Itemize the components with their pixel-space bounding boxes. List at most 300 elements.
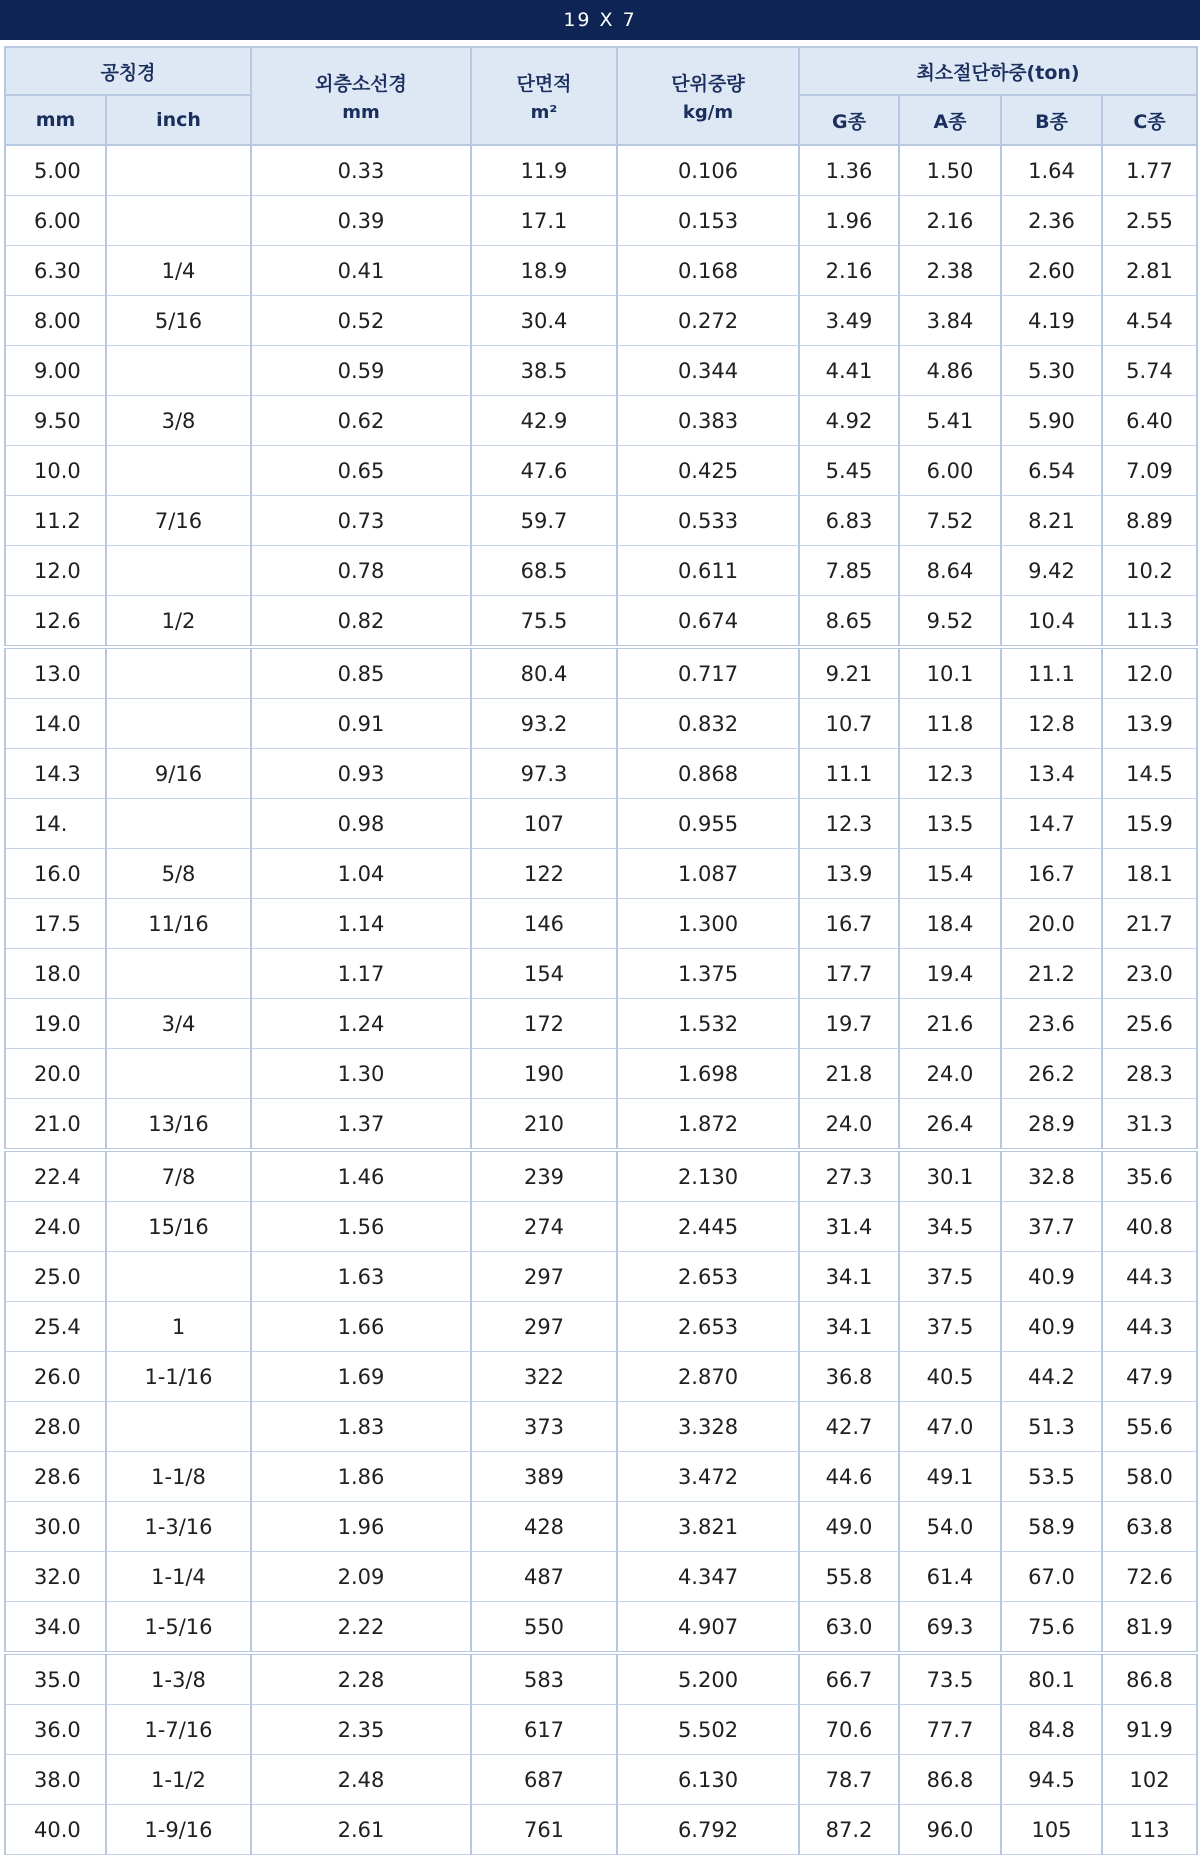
cell-cross-section: 107 [471, 799, 617, 849]
cell-cross-section: 297 [471, 1252, 617, 1302]
cell-grade-a: 37.5 [899, 1302, 1001, 1352]
cell-grade-a: 40.5 [899, 1352, 1001, 1402]
table-row [5, 1705, 1197, 1755]
cell-outer-wire: 0.52 [251, 296, 471, 346]
cell-grade-b: 58.9 [1001, 1502, 1102, 1552]
cell-grade-a: 77.7 [899, 1705, 1001, 1755]
cell-grade-c: 72.6 [1102, 1552, 1197, 1602]
cell-unit-weight: 0.868 [617, 749, 799, 799]
cell-grade-b: 12.8 [1001, 699, 1102, 749]
cell-outer-wire: 0.82 [251, 596, 471, 648]
table-row [5, 1252, 1197, 1302]
cell-mm: 30.0 [5, 1502, 106, 1552]
table-row [5, 1402, 1197, 1452]
cell-mm: 6.00 [5, 196, 106, 246]
cell-grade-g: 36.8 [799, 1352, 899, 1402]
cell-grade-b: 28.9 [1001, 1099, 1102, 1151]
table-title: 19 X 7 [563, 9, 637, 31]
table-row [5, 296, 1197, 346]
cell-outer-wire: 0.62 [251, 396, 471, 446]
cell-outer-wire: 0.93 [251, 749, 471, 799]
cell-mm: 13.0 [5, 647, 106, 699]
cell-grade-b: 37.7 [1001, 1202, 1102, 1252]
table-row [5, 396, 1197, 446]
header-cross-section-label: 단면적 [516, 73, 572, 95]
cell-grade-a: 8.64 [899, 546, 1001, 596]
cell-outer-wire: 0.41 [251, 246, 471, 296]
cell-grade-g: 55.8 [799, 1552, 899, 1602]
cell-grade-b: 5.90 [1001, 396, 1102, 446]
cell-grade-b: 20.0 [1001, 899, 1102, 949]
cell-grade-g: 34.1 [799, 1302, 899, 1352]
cell-grade-g: 8.65 [799, 596, 899, 648]
cell-cross-section: 190 [471, 1049, 617, 1099]
cell-grade-g: 11.1 [799, 749, 899, 799]
wire-rope-spec-table [4, 46, 1198, 1855]
cell-grade-a: 54.0 [899, 1502, 1001, 1552]
cell-unit-weight: 0.168 [617, 246, 799, 296]
header-nominal-diameter: 공칭경 [5, 47, 251, 95]
cell-grade-b: 53.5 [1001, 1452, 1102, 1502]
cell-outer-wire: 1.24 [251, 999, 471, 1049]
cell-grade-g: 21.8 [799, 1049, 899, 1099]
cell-grade-b: 94.5 [1001, 1755, 1102, 1805]
cell-grade-c: 44.3 [1102, 1302, 1197, 1352]
cell-grade-g: 19.7 [799, 999, 899, 1049]
table-row [5, 1653, 1197, 1705]
cell-grade-g: 7.85 [799, 546, 899, 596]
cell-grade-g: 34.1 [799, 1252, 899, 1302]
cell-unit-weight: 0.611 [617, 546, 799, 596]
cell-grade-a: 4.86 [899, 346, 1001, 396]
cell-grade-b: 40.9 [1001, 1252, 1102, 1302]
cell-mm: 12.0 [5, 546, 106, 596]
cell-inch [106, 1252, 251, 1302]
cell-cross-section: 93.2 [471, 699, 617, 749]
cell-grade-b: 8.21 [1001, 496, 1102, 546]
header-grade-a: A종 [899, 95, 1001, 145]
table-row [5, 1202, 1197, 1252]
cell-unit-weight: 4.347 [617, 1552, 799, 1602]
table-body [5, 145, 1197, 1855]
table-row [5, 1755, 1197, 1805]
cell-grade-a: 47.0 [899, 1402, 1001, 1452]
cell-mm: 38.0 [5, 1755, 106, 1805]
cell-grade-b: 4.19 [1001, 296, 1102, 346]
header-grade-c: C종 [1102, 95, 1197, 145]
cell-inch: 1-7/16 [106, 1705, 251, 1755]
cell-grade-g: 66.7 [799, 1653, 899, 1705]
cell-grade-b: 16.7 [1001, 849, 1102, 899]
cell-unit-weight: 2.653 [617, 1252, 799, 1302]
table-row [5, 1805, 1197, 1855]
header-grade-g: G종 [799, 95, 899, 145]
table-row [5, 1099, 1197, 1151]
cell-outer-wire: 0.39 [251, 196, 471, 246]
cell-mm: 32.0 [5, 1552, 106, 1602]
cell-cross-section: 428 [471, 1502, 617, 1552]
cell-outer-wire: 1.17 [251, 949, 471, 999]
cell-grade-c: 55.6 [1102, 1402, 1197, 1452]
cell-grade-a: 30.1 [899, 1150, 1001, 1202]
cell-cross-section: 154 [471, 949, 617, 999]
cell-unit-weight: 1.087 [617, 849, 799, 899]
cell-inch: 7/16 [106, 496, 251, 546]
cell-inch: 11/16 [106, 899, 251, 949]
cell-inch [106, 546, 251, 596]
cell-grade-a: 6.00 [899, 446, 1001, 496]
cell-outer-wire: 0.33 [251, 145, 471, 196]
cell-mm: 16.0 [5, 849, 106, 899]
cell-cross-section: 687 [471, 1755, 617, 1805]
cell-grade-b: 2.36 [1001, 196, 1102, 246]
cell-grade-a: 1.50 [899, 145, 1001, 196]
cell-mm: 9.50 [5, 396, 106, 446]
cell-cross-section: 322 [471, 1352, 617, 1402]
cell-unit-weight: 2.870 [617, 1352, 799, 1402]
cell-mm: 36.0 [5, 1705, 106, 1755]
cell-unit-weight: 6.130 [617, 1755, 799, 1805]
cell-grade-a: 10.1 [899, 647, 1001, 699]
cell-grade-c: 12.0 [1102, 647, 1197, 699]
cell-grade-g: 13.9 [799, 849, 899, 899]
cell-grade-a: 5.41 [899, 396, 1001, 446]
cell-mm: 6.30 [5, 246, 106, 296]
cell-grade-a: 15.4 [899, 849, 1001, 899]
table-row [5, 1502, 1197, 1552]
cell-grade-c: 44.3 [1102, 1252, 1197, 1302]
cell-mm: 11.2 [5, 496, 106, 546]
cell-mm: 28.0 [5, 1402, 106, 1452]
table-row [5, 446, 1197, 496]
spec-table-container [0, 46, 1200, 1855]
cell-inch [106, 446, 251, 496]
cell-unit-weight: 2.130 [617, 1150, 799, 1202]
cell-grade-c: 11.3 [1102, 596, 1197, 648]
cell-cross-section: 172 [471, 999, 617, 1049]
cell-inch: 1/4 [106, 246, 251, 296]
cell-inch [106, 699, 251, 749]
cell-grade-b: 51.3 [1001, 1402, 1102, 1452]
cell-cross-section: 59.7 [471, 496, 617, 546]
header-outer-wire-unit: mm [342, 102, 380, 123]
cell-grade-b: 84.8 [1001, 1705, 1102, 1755]
table-row [5, 496, 1197, 546]
cell-inch: 1-3/16 [106, 1502, 251, 1552]
cell-cross-section: 583 [471, 1653, 617, 1705]
cell-unit-weight: 0.344 [617, 346, 799, 396]
cell-mm: 19.0 [5, 999, 106, 1049]
header-min-breaking-load: 최소절단하중(ton) [799, 47, 1197, 95]
cell-grade-g: 9.21 [799, 647, 899, 699]
cell-inch: 1-3/8 [106, 1653, 251, 1705]
cell-mm: 5.00 [5, 145, 106, 196]
cell-grade-g: 1.36 [799, 145, 899, 196]
cell-cross-section: 122 [471, 849, 617, 899]
cell-grade-a: 26.4 [899, 1099, 1001, 1151]
cell-cross-section: 239 [471, 1150, 617, 1202]
cell-inch: 1-1/2 [106, 1755, 251, 1805]
cell-cross-section: 373 [471, 1402, 617, 1452]
cell-unit-weight: 1.532 [617, 999, 799, 1049]
cell-grade-c: 23.0 [1102, 949, 1197, 999]
cell-inch [106, 799, 251, 849]
cell-grade-c: 10.2 [1102, 546, 1197, 596]
cell-grade-a: 12.3 [899, 749, 1001, 799]
cell-outer-wire: 2.48 [251, 1755, 471, 1805]
cell-cross-section: 617 [471, 1705, 617, 1755]
cell-unit-weight: 0.153 [617, 196, 799, 246]
cell-grade-a: 24.0 [899, 1049, 1001, 1099]
cell-grade-b: 21.2 [1001, 949, 1102, 999]
cell-grade-g: 42.7 [799, 1402, 899, 1452]
cell-grade-g: 27.3 [799, 1150, 899, 1202]
cell-grade-b: 80.1 [1001, 1653, 1102, 1705]
cell-inch [106, 145, 251, 196]
cell-mm: 20.0 [5, 1049, 106, 1099]
cell-outer-wire: 1.96 [251, 1502, 471, 1552]
table-row [5, 1552, 1197, 1602]
cell-outer-wire: 2.28 [251, 1653, 471, 1705]
cell-grade-c: 1.77 [1102, 145, 1197, 196]
cell-grade-b: 6.54 [1001, 446, 1102, 496]
cell-grade-a: 18.4 [899, 899, 1001, 949]
cell-unit-weight: 0.533 [617, 496, 799, 546]
cell-outer-wire: 1.66 [251, 1302, 471, 1352]
header-inch: inch [106, 95, 251, 145]
cell-grade-g: 10.7 [799, 699, 899, 749]
cell-grade-b: 26.2 [1001, 1049, 1102, 1099]
table-row [5, 647, 1197, 699]
cell-mm: 22.4 [5, 1150, 106, 1202]
cell-unit-weight: 1.872 [617, 1099, 799, 1151]
cell-grade-g: 6.83 [799, 496, 899, 546]
cell-grade-a: 19.4 [899, 949, 1001, 999]
cell-grade-a: 49.1 [899, 1452, 1001, 1502]
cell-outer-wire: 0.78 [251, 546, 471, 596]
cell-grade-c: 28.3 [1102, 1049, 1197, 1099]
cell-inch: 1-5/16 [106, 1602, 251, 1654]
cell-grade-g: 49.0 [799, 1502, 899, 1552]
cell-grade-c: 2.81 [1102, 246, 1197, 296]
cell-mm: 40.0 [5, 1805, 106, 1855]
cell-inch: 15/16 [106, 1202, 251, 1252]
cell-cross-section: 11.9 [471, 145, 617, 196]
cell-unit-weight: 4.907 [617, 1602, 799, 1654]
cell-inch: 1 [106, 1302, 251, 1352]
cell-grade-b: 40.9 [1001, 1302, 1102, 1352]
cell-mm: 24.0 [5, 1202, 106, 1252]
cell-mm: 14. [5, 799, 106, 849]
cell-mm: 9.00 [5, 346, 106, 396]
cell-outer-wire: 2.61 [251, 1805, 471, 1855]
cell-grade-c: 25.6 [1102, 999, 1197, 1049]
cell-grade-c: 86.8 [1102, 1653, 1197, 1705]
cell-outer-wire: 1.46 [251, 1150, 471, 1202]
cell-mm: 18.0 [5, 949, 106, 999]
cell-grade-g: 70.6 [799, 1705, 899, 1755]
cell-cross-section: 487 [471, 1552, 617, 1602]
cell-grade-b: 11.1 [1001, 647, 1102, 699]
cell-grade-c: 35.6 [1102, 1150, 1197, 1202]
cell-cross-section: 80.4 [471, 647, 617, 699]
cell-grade-g: 24.0 [799, 1099, 899, 1151]
cell-unit-weight: 0.832 [617, 699, 799, 749]
cell-grade-b: 32.8 [1001, 1150, 1102, 1202]
cell-grade-c: 102 [1102, 1755, 1197, 1805]
cell-grade-a: 2.38 [899, 246, 1001, 296]
cell-grade-a: 34.5 [899, 1202, 1001, 1252]
cell-inch: 1-9/16 [106, 1805, 251, 1855]
cell-cross-section: 47.6 [471, 446, 617, 496]
cell-grade-b: 67.0 [1001, 1552, 1102, 1602]
cell-grade-c: 31.3 [1102, 1099, 1197, 1151]
cell-cross-section: 18.9 [471, 246, 617, 296]
cell-cross-section: 17.1 [471, 196, 617, 246]
cell-cross-section: 42.9 [471, 396, 617, 446]
cell-inch: 9/16 [106, 749, 251, 799]
cell-cross-section: 75.5 [471, 596, 617, 648]
cell-grade-b: 2.60 [1001, 246, 1102, 296]
cell-outer-wire: 2.22 [251, 1602, 471, 1654]
table-title-bar [0, 0, 1200, 40]
cell-grade-g: 2.16 [799, 246, 899, 296]
cell-grade-c: 4.54 [1102, 296, 1197, 346]
cell-grade-a: 13.5 [899, 799, 1001, 849]
cell-outer-wire: 0.91 [251, 699, 471, 749]
cell-inch [106, 949, 251, 999]
cell-mm: 21.0 [5, 1099, 106, 1151]
table-row [5, 949, 1197, 999]
cell-grade-g: 4.92 [799, 396, 899, 446]
cell-unit-weight: 6.792 [617, 1805, 799, 1855]
cell-unit-weight: 0.106 [617, 145, 799, 196]
cell-grade-g: 78.7 [799, 1755, 899, 1805]
cell-grade-g: 1.96 [799, 196, 899, 246]
cell-grade-b: 105 [1001, 1805, 1102, 1855]
table-row [5, 145, 1197, 196]
table-row [5, 749, 1197, 799]
cell-grade-g: 16.7 [799, 899, 899, 949]
cell-grade-b: 9.42 [1001, 546, 1102, 596]
cell-grade-b: 13.4 [1001, 749, 1102, 799]
cell-outer-wire: 0.73 [251, 496, 471, 546]
cell-grade-c: 40.8 [1102, 1202, 1197, 1252]
table-row [5, 546, 1197, 596]
table-row [5, 1452, 1197, 1502]
table-row [5, 346, 1197, 396]
table-row [5, 999, 1197, 1049]
cell-grade-a: 86.8 [899, 1755, 1001, 1805]
cell-outer-wire: 2.35 [251, 1705, 471, 1755]
cell-outer-wire: 0.98 [251, 799, 471, 849]
cell-mm: 17.5 [5, 899, 106, 949]
cell-grade-a: 3.84 [899, 296, 1001, 346]
header-cross-section [471, 47, 617, 145]
cell-grade-a: 69.3 [899, 1602, 1001, 1654]
cell-grade-c: 8.89 [1102, 496, 1197, 546]
cell-grade-a: 61.4 [899, 1552, 1001, 1602]
cell-inch: 3/8 [106, 396, 251, 446]
cell-grade-c: 5.74 [1102, 346, 1197, 396]
header-cross-section-unit: m² [530, 102, 558, 123]
cell-grade-g: 4.41 [799, 346, 899, 396]
cell-grade-b: 44.2 [1001, 1352, 1102, 1402]
table-row [5, 1352, 1197, 1402]
cell-grade-c: 21.7 [1102, 899, 1197, 949]
cell-unit-weight: 0.955 [617, 799, 799, 849]
header-unit-weight [617, 47, 799, 145]
cell-grade-c: 14.5 [1102, 749, 1197, 799]
cell-cross-section: 68.5 [471, 546, 617, 596]
cell-unit-weight: 5.200 [617, 1653, 799, 1705]
cell-cross-section: 210 [471, 1099, 617, 1151]
cell-outer-wire: 1.83 [251, 1402, 471, 1452]
cell-inch: 5/8 [106, 849, 251, 899]
cell-unit-weight: 3.821 [617, 1502, 799, 1552]
cell-cross-section: 389 [471, 1452, 617, 1502]
cell-unit-weight: 5.502 [617, 1705, 799, 1755]
cell-inch [106, 1049, 251, 1099]
cell-mm: 26.0 [5, 1352, 106, 1402]
cell-inch [106, 1402, 251, 1452]
cell-grade-g: 44.6 [799, 1452, 899, 1502]
table-row [5, 849, 1197, 899]
cell-cross-section: 38.5 [471, 346, 617, 396]
cell-grade-c: 63.8 [1102, 1502, 1197, 1552]
cell-cross-section: 274 [471, 1202, 617, 1252]
cell-outer-wire: 1.04 [251, 849, 471, 899]
cell-grade-c: 2.55 [1102, 196, 1197, 246]
cell-cross-section: 550 [471, 1602, 617, 1654]
cell-inch [106, 346, 251, 396]
table-row [5, 1150, 1197, 1202]
cell-mm: 25.4 [5, 1302, 106, 1352]
cell-inch: 1-1/16 [106, 1352, 251, 1402]
cell-outer-wire: 2.09 [251, 1552, 471, 1602]
table-row [5, 699, 1197, 749]
cell-cross-section: 30.4 [471, 296, 617, 346]
cell-mm: 35.0 [5, 1653, 106, 1705]
cell-inch: 5/16 [106, 296, 251, 346]
header-unit-weight-label: 단위중량 [671, 73, 745, 95]
cell-inch: 1-1/4 [106, 1552, 251, 1602]
header-outer-wire-diameter [251, 47, 471, 145]
cell-outer-wire: 1.63 [251, 1252, 471, 1302]
cell-grade-g: 87.2 [799, 1805, 899, 1855]
header-grade-b: B종 [1001, 95, 1102, 145]
cell-outer-wire: 0.59 [251, 346, 471, 396]
cell-inch: 1-1/8 [106, 1452, 251, 1502]
cell-inch [106, 647, 251, 699]
cell-grade-a: 2.16 [899, 196, 1001, 246]
cell-grade-c: 81.9 [1102, 1602, 1197, 1654]
cell-grade-b: 14.7 [1001, 799, 1102, 849]
cell-unit-weight: 1.375 [617, 949, 799, 999]
cell-unit-weight: 0.674 [617, 596, 799, 648]
cell-grade-b: 75.6 [1001, 1602, 1102, 1654]
cell-grade-g: 17.7 [799, 949, 899, 999]
table-row [5, 899, 1197, 949]
cell-grade-b: 5.30 [1001, 346, 1102, 396]
cell-grade-c: 6.40 [1102, 396, 1197, 446]
cell-grade-g: 31.4 [799, 1202, 899, 1252]
cell-grade-c: 18.1 [1102, 849, 1197, 899]
cell-cross-section: 761 [471, 1805, 617, 1855]
cell-outer-wire: 1.86 [251, 1452, 471, 1502]
cell-grade-g: 5.45 [799, 446, 899, 496]
cell-mm: 34.0 [5, 1602, 106, 1654]
